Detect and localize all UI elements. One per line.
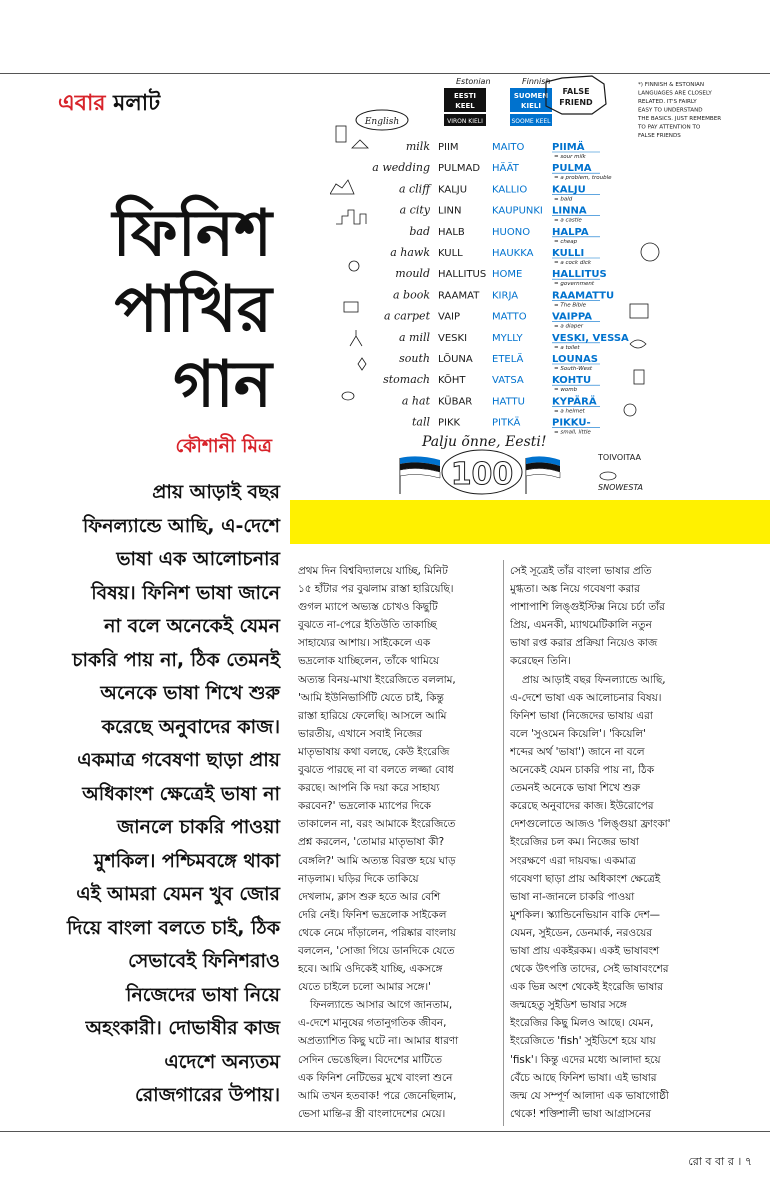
column-divider <box>503 560 504 1126</box>
text-line: ইংরেজির চল কম। নিজের ভাষা <box>510 836 639 849</box>
english-word: stomach <box>383 373 430 387</box>
standfirst-line: এদেশে অন্যতম <box>164 1050 280 1073</box>
signature-line-2: SNOWESTA <box>598 483 644 492</box>
text-line: অনেকেই যেমন চাকরি পায় না, ঠিক <box>510 764 654 777</box>
city-doodle <box>336 210 366 224</box>
false-friend-meaning: = The Bible <box>554 302 587 309</box>
false-friend-meaning: = South-West <box>554 366 593 372</box>
english-word: a hat <box>401 394 430 408</box>
text-line: বেঙ্গলি?' আমি অত্যন্ত বিরক্ত হয়ে ঘাড় <box>298 854 456 867</box>
headline <box>113 196 272 423</box>
text-line: অপ্রত্যাশিত কিছু ঘটে না। আমার ধারণা <box>298 1035 459 1048</box>
paragraph <box>510 671 710 1123</box>
body-column-1 <box>298 562 498 1123</box>
false-friend-meaning: = small, little <box>554 429 591 436</box>
number-100-badge <box>442 450 522 494</box>
english-word: mould <box>395 267 430 281</box>
standfirst-line: দিয়ে বাংলা বলতে চাই, ঠিক <box>66 916 280 939</box>
number-100: 100 <box>450 457 514 492</box>
note-line: LANGUAGES ARE CLOSELY <box>638 90 712 97</box>
text-line: যেতে চাইলে চলো আমার সঙ্গে।' <box>298 981 431 994</box>
finnish-sub: SOOME KEEL <box>511 118 551 125</box>
text-line: প্রশ্ন করলেন, 'তোমার মাতৃভাষা কী? <box>298 836 445 849</box>
false-friend-meaning: = womb <box>554 387 578 394</box>
false-friend-word: PULMA <box>552 163 592 175</box>
text-line: বলে 'সুওমেন কিয়েলি'। 'কিয়েলি' <box>510 727 646 740</box>
standfirst-line: অনেকে ভাষা শিখে শুরু <box>100 682 280 704</box>
finnish-tag: Finnish <box>522 77 551 86</box>
note-line: EASY TO UNDERSTAND <box>638 107 703 114</box>
estonian-word: HALB <box>438 226 465 238</box>
estonian-box-label-2: KEEL <box>455 102 475 110</box>
finnish-word: ETELÄ <box>492 354 524 365</box>
text-line: তাকালেন না, বরং আমাকে ইংরেজিতে <box>298 818 456 831</box>
text-line: করছে। আপনি কি দয়া করে সাহায্য <box>298 782 440 795</box>
text-line: প্রথম দিন বিশ্ববিদ্যালয়ে যাচ্ছি, মিনিট <box>298 565 448 577</box>
text-line: এ-দেশে মানুষের গতানুগতিক জীবন, <box>298 1017 447 1030</box>
text-line: গুগল ম্যাপে অভ্যস্ত চোখও কিছুটি <box>298 601 438 614</box>
english-word: milk <box>405 140 430 153</box>
note-line: FALSE FRIENDS <box>638 133 681 139</box>
estonian-word: VAIP <box>438 311 461 323</box>
text-line: ভাষা প্রায় একইরকম। একই ভাষাবংশ <box>510 944 660 957</box>
finnish-word: PITKÄ <box>492 417 521 429</box>
text-line: করেছেন তিনি। <box>510 655 571 668</box>
false-friend-meaning: = sour milk <box>554 154 586 160</box>
finnish-word: VATSA <box>492 375 524 387</box>
section-label-accent: এবার <box>58 91 106 116</box>
estonian-word: LÕUNA <box>438 354 473 365</box>
false-friend-meaning: = a diaper <box>554 323 584 330</box>
english-word: a city <box>399 203 430 217</box>
text-line: করেছে অনুবাদের কাজ। ইউরোপের <box>510 800 654 813</box>
paragraph <box>298 562 498 996</box>
false-friend-label-1: FALSE <box>562 87 590 96</box>
bubble-doodle <box>641 243 659 261</box>
text-line: থেকে উৎপত্তি তাদের, সেই ভাষাবংশের <box>510 963 669 976</box>
standfirst-line: মুশকিল। পশ্চিমবঙ্গে থাকা <box>93 849 280 872</box>
english-word: a hawk <box>390 246 430 259</box>
false-friend-word: KOHTU <box>552 375 592 387</box>
standfirst <box>12 476 280 1113</box>
text-line: সাহায্যের আশায়। সাইকেলে এক <box>298 637 431 650</box>
standfirst-line: চাকরি পায় না, ঠিক তেমনই <box>72 648 280 671</box>
false-friend-badge <box>546 76 606 114</box>
illustration-note <box>637 82 721 139</box>
compass-doodle <box>358 358 366 370</box>
text-line: ১৫ হাঁটার পর বুঝলাম রাস্তা হারিয়েছি। <box>298 583 454 596</box>
greeting-group <box>421 434 547 450</box>
english-word: a book <box>392 288 430 302</box>
english-header <box>356 110 408 130</box>
text-line: ফিনিশ ভাষা (নিজেদের ভাষায় এরা <box>510 709 653 722</box>
false-friend-word: VAIPPA <box>552 311 592 323</box>
false-friend-word: VESKI, VESSA <box>552 332 629 344</box>
helmet-doodle <box>624 404 636 416</box>
finnish-word: MYLLY <box>492 332 523 344</box>
finnish-box-label-2: KIELI <box>521 102 541 110</box>
text-line: জন্ম যে সম্পূর্ণ আলাদা এক ভাষাগোষ্ঠী <box>510 1089 669 1102</box>
english-word: a wedding <box>372 161 430 175</box>
text-line: জন্মহেতু সুইডিশ ভাষার সঙ্গে <box>510 999 627 1012</box>
estonian-header <box>444 77 491 126</box>
false-friend-meaning: = a cock dick <box>554 260 592 266</box>
standfirst-line: অধিকাংশ ক্ষেত্রেই ভাষা না <box>82 782 280 805</box>
false-friend-label-2: FRIEND <box>559 98 593 107</box>
english-tag: English <box>364 117 400 127</box>
text-line: ভদ্রলোক যাচ্ছিলেন, তাঁকে থামিয়ে <box>298 655 440 668</box>
author-byline: কৌশানী মিত্র <box>175 435 272 457</box>
false-friend-word: KYPÄRÄ <box>552 396 597 408</box>
standfirst-line: নিজেদের ভাষা নিয়ে <box>126 983 280 1006</box>
standfirst-line: রোজগারের উপায়। <box>135 1084 280 1106</box>
standfirst-line: একমাত্র গবেষণা ছাড়া প্রায় <box>77 749 280 771</box>
text-line: বুঝতে পারছে না বা বলতে লজ্জা বোধ <box>298 764 454 777</box>
text-line: তেমনই অনেকে ভাষা শিখে শুরু <box>510 782 640 795</box>
paragraph <box>298 996 498 1123</box>
english-word: bad <box>409 224 430 238</box>
text-line: ভেসা মান্তি-র স্ত্রী বাংলাদেশের মেয়ে। <box>298 1107 446 1120</box>
english-word: a mill <box>398 330 430 344</box>
text-line: গবেষণা ছাড়া প্রায় অধিকাংশ ক্ষেত্রেই <box>510 872 661 885</box>
false-friend-meaning: = a helmet <box>554 408 585 415</box>
diaper-doodle <box>630 340 646 348</box>
estonian-word: KALJU <box>438 184 468 196</box>
text-line: বুঝতে না-পেরে ইতিউতি তাকাচ্ছি <box>298 619 437 632</box>
note-line: TO PAY ATTENTION TO <box>638 124 701 131</box>
false-friend-word: KULLI <box>552 248 585 259</box>
false-friend-word: RAAMATTU <box>552 290 615 302</box>
yellow-highlight-bar <box>290 500 770 544</box>
estonian-flag-right <box>526 456 560 494</box>
note-line: *) FINNISH & ESTONIAN <box>638 82 705 88</box>
text-line: যেমন, সুইডেন, ডেনমার্ক, নরওয়ের <box>510 926 652 939</box>
standfirst-line: অহংকারী। দোভাষীর কাজ <box>85 1017 280 1039</box>
standfirst-line: প্রায় আড়াই বছর <box>152 481 280 503</box>
text-line: বললেন, 'সোজা গিয়ে ডানদিকে যেতে <box>298 944 455 957</box>
text-line: হবে। আমি ওদিকেই যাচ্ছি, একসঙ্গে <box>298 963 443 976</box>
text-line: ভারতীয়, এখানে সবাই নিজের <box>298 727 423 740</box>
english-word: a carpet <box>383 309 430 323</box>
text-line: মুগ্ধতা। অঙ্ক নিয়ে গবেষণা করার <box>510 583 640 596</box>
text-line: ফিনল্যান্ডে আসার আগে জানতাম, <box>310 999 453 1012</box>
false-friend-meaning: = government <box>554 281 594 288</box>
estonian-word: PIIM <box>438 142 459 153</box>
false-friend-word: PIKKU- <box>552 417 591 429</box>
text-line: প্রায় আড়াই বছর ফিনল্যান্ডে আছি, <box>522 673 666 686</box>
finnish-box-label-1: SUOMEN <box>513 92 549 100</box>
text-line: ভাষা রপ্ত করার প্রক্রিয়া নিয়েও কাজ <box>510 637 658 650</box>
finnish-word: MAITO <box>492 142 525 153</box>
text-line: দেরি নেই। ফিনিশ ভদ্রলোক সাইকেল <box>298 908 447 921</box>
text-line: এক ভিন্ন অংশ থেকেই ইংরেজি ভাষার <box>510 981 663 994</box>
english-word: south <box>399 352 430 365</box>
text-line: ইংরেজিতে 'fish' সুইডিশে হয়ে যায় <box>510 1035 656 1048</box>
hat-doodle <box>342 392 354 400</box>
standfirst-line: এই আমরা যেমন খুব জোর <box>76 883 280 905</box>
text-line: এ-দেশে ভাষা এক আলোচনার বিষয়। <box>510 691 662 704</box>
text-line: ইংরেজির কিছু মিলও আছে। যেমন, <box>510 1017 654 1030</box>
estonian-sub: VIRON KIELI <box>447 118 483 125</box>
finnish-word: KIRJA <box>492 290 519 302</box>
false-friend-meaning: = bald <box>554 196 573 203</box>
text-line: করবেন?' ভদ্রলোক ম্যাপের দিকে <box>298 800 431 813</box>
text-line: সেই সূত্রেই তাঁর বাংলা ভাষার প্রতি <box>510 565 652 577</box>
milk-carton-doodle <box>336 126 346 142</box>
finnish-word: HATTU <box>492 396 525 408</box>
note-line: THE BASICS. JUST REMEMBER <box>638 116 722 122</box>
estonian-word: PIKK <box>438 417 461 429</box>
text-line: থেকে! শক্তিশালী ভাষা আগ্রাসনের <box>510 1107 651 1120</box>
section-label <box>58 86 160 123</box>
section-label-rest: মলাট <box>113 91 161 116</box>
false-friend-meaning: = a problem, trouble <box>554 175 612 182</box>
finnish-word: HAUKKA <box>492 248 534 259</box>
finnish-word: HUONO <box>492 226 531 238</box>
text-line: মাতৃভাষায় কথা বলছে, কেউ ইংরেজি <box>298 745 450 758</box>
estonian-word: KULL <box>438 248 463 259</box>
note-line: RELATED. IT'S FAIRLY <box>638 99 697 105</box>
estonian-word: HALLITUS <box>438 269 487 281</box>
finnish-word: KAUPUNKI <box>492 205 543 217</box>
finnish-word: KALLIO <box>492 184 528 196</box>
estonian-box-label-1: EESTI <box>454 92 476 100</box>
text-line: বেঁচে আছে ফিনিশ ভাষা। এই ভাষার <box>510 1071 657 1084</box>
false-friend-word: LINNA <box>552 205 587 217</box>
false-friend-word: LOUNAS <box>552 354 598 365</box>
text-line: নাড়লাম। ঘড়ির দিকে তাকিয়ে <box>298 872 419 885</box>
text-line: দেশগুলোতে আজও 'লিঙ্গুয়া ফ্রাংকা' <box>510 818 671 831</box>
cliff-doodle <box>330 180 354 194</box>
book-doodle <box>344 302 358 312</box>
hawk-doodle <box>349 261 359 271</box>
false-friend-word: HALLITUS <box>552 269 607 281</box>
bible-doodle <box>630 304 648 318</box>
text-line: ভাষা না-জানলে চাকরি পাওয়া <box>510 890 635 903</box>
standfirst-line: না বলে অনেকেই যেমন <box>104 615 280 637</box>
estonian-word: KÕHT <box>438 375 466 387</box>
wedding-doodle <box>352 140 368 148</box>
text-line: 'আমি ইউনিভার্সিটি যেতে চাই, কিন্তু <box>298 691 444 704</box>
estonian-tag: Estonian <box>456 77 491 86</box>
language-illustration <box>330 74 760 500</box>
standfirst-line: সেভাবেই ফিনিশরাও <box>128 950 280 972</box>
standfirst-line: ফিনল্যান্ডে আছি, এ-দেশে <box>82 514 280 537</box>
text-line: মুশকিল। স্ক্যান্ডিনেভিয়ান বাকি দেশ— <box>510 908 660 921</box>
signature-line-1: TOIVOITAA <box>598 453 641 462</box>
false-friend-meaning: = cheap <box>554 238 578 245</box>
estonian-word: VESKI <box>438 332 468 344</box>
vocabulary-rows <box>372 139 629 436</box>
english-word: a cliff <box>398 182 430 196</box>
estonian-word: RAAMAT <box>438 290 480 302</box>
estonian-flag-left <box>400 456 440 494</box>
text-line: থেকে নেমে দাঁড়ালেন, পরিষ্কার বাংলায় <box>298 926 456 939</box>
headline-line: পাখির <box>114 271 272 347</box>
finnish-word: HÄÄT <box>492 163 519 175</box>
mill-doodle <box>350 330 362 346</box>
finnish-word: MATTO <box>492 311 527 323</box>
text-line: 'fisk'। কিন্তু এদের মধ্যে আলাদা হয়ে <box>510 1053 661 1066</box>
body-column-2 <box>510 562 710 1123</box>
estonian-word: LINN <box>438 205 462 217</box>
text-line: সেদিন ভেঙেছিল। বিদেশের মাটিতে <box>298 1053 442 1066</box>
finnish-word: HOME <box>492 269 523 281</box>
standfirst-line: বিষয়। ফিনিশ ভাষা জানে <box>91 581 280 604</box>
headline-line: ফিনিশ <box>112 196 272 271</box>
text-line: রাস্তা হারিয়ে ফেলেছি। আসলে আমি <box>298 709 447 722</box>
text-line: দেখলাম, ক্লাস শুরু হতে আর বেশি <box>298 890 441 903</box>
text-line: সংরক্ষণে এরা দায়বদ্ধ। একমাত্র <box>510 854 636 867</box>
text-line: প্রিয়, এমনকী, ম্যাথমেটিকালি নতুন <box>510 619 652 632</box>
text-line: এক ফিনিশ নেটিভের মুখে বাংলা শুনে <box>298 1071 453 1084</box>
english-word: tall <box>411 415 430 429</box>
toilet-doodle <box>634 370 644 384</box>
false-friend-word: PIIMÄ <box>552 142 585 153</box>
estonian-word: PULMAD <box>438 163 481 175</box>
signature <box>597 453 643 492</box>
text-line: পাশাপাশি লিঙ্গুইস্টিক্স নিয়ে চর্চা তাঁর <box>510 601 665 614</box>
paragraph <box>510 562 710 671</box>
standfirst-line: করেছে অনুবাদের কাজ। <box>101 715 280 738</box>
standfirst-line: জানলে চাকরি পাওয়া <box>117 816 280 838</box>
false-friend-word: KALJU <box>552 184 586 196</box>
false-friend-meaning: = a toilet <box>554 344 580 351</box>
greeting-text: Palju õnne, Eesti! <box>422 434 547 450</box>
text-line: অত্যন্ত বিনয়-মাখা ইংরেজিতে বললাম, <box>298 673 456 686</box>
text-line: শব্দের অর্থ 'ভাষা') জানে না বলে <box>510 745 645 758</box>
false-friend-meaning: = a castle <box>554 217 582 224</box>
estonian-word: KÜBAR <box>438 396 473 408</box>
page-folio: রো ব বা র । ৭ <box>688 1155 752 1168</box>
headline-line: গান <box>173 347 272 423</box>
bottom-rule <box>0 1131 770 1132</box>
standfirst-line: ভাষা এক আলোচনার <box>116 548 280 570</box>
text-line: আমি তখন হতবাক! পরে জেনেছিলাম, <box>298 1089 457 1102</box>
false-friend-word: HALPA <box>552 226 589 238</box>
